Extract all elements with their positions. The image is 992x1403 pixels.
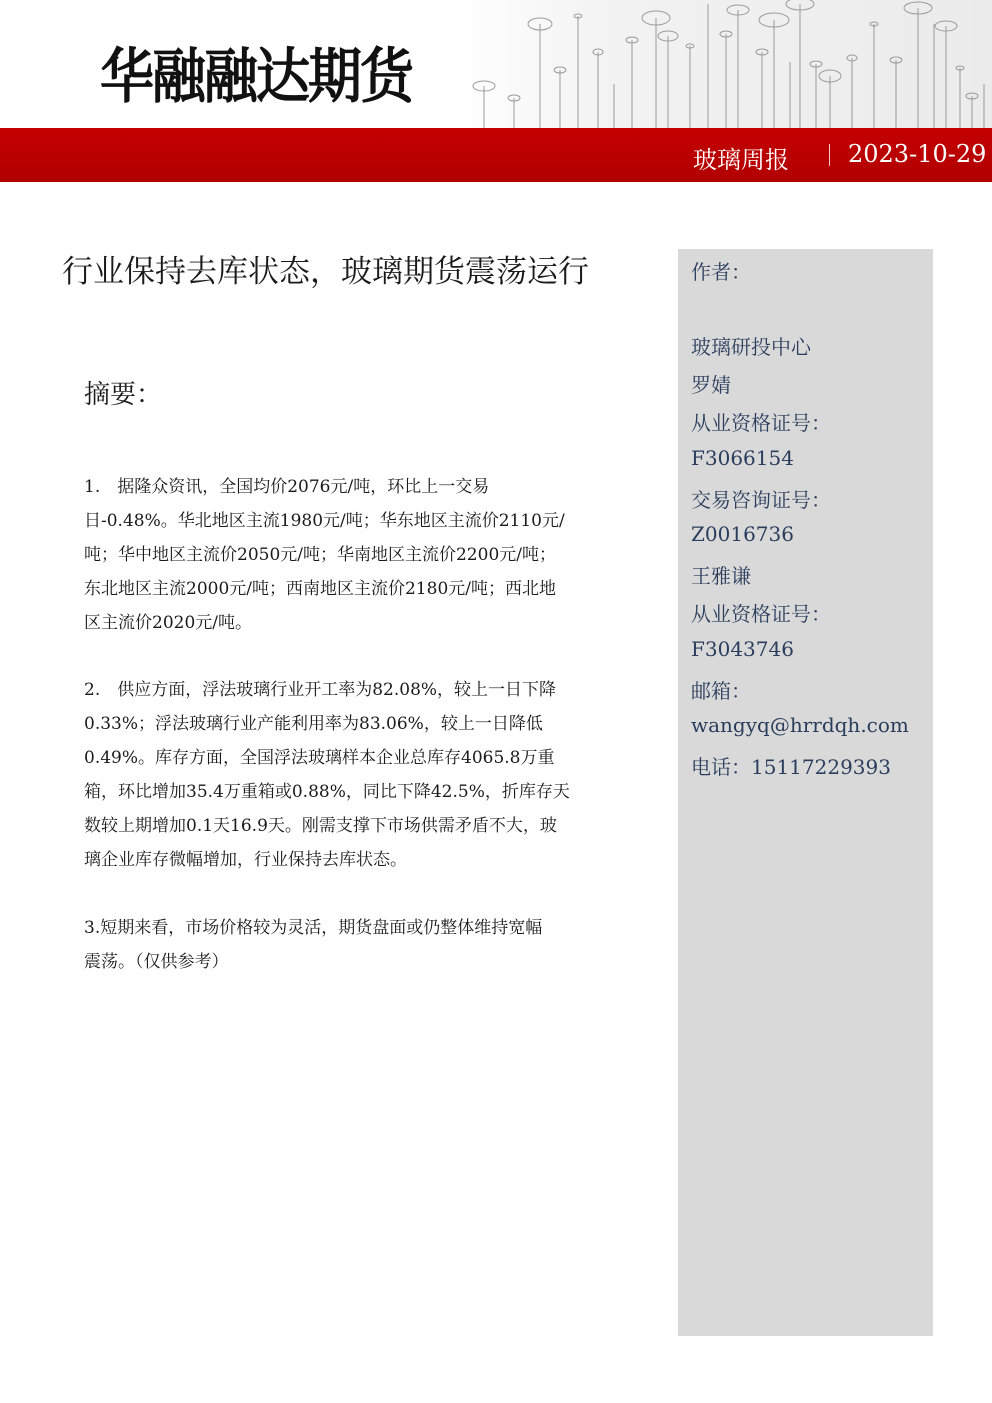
paragraph-line: 区主流价2020元/吨。 <box>84 613 252 633</box>
consulting-number: Z0016736 <box>691 522 794 546</box>
paragraph-line: 璃企业库存微幅增加，行业保持去库状态。 <box>84 850 407 870</box>
banner-divider <box>829 144 830 166</box>
qualification-number: F3066154 <box>691 446 794 470</box>
abstract-heading: 摘要： <box>84 380 163 410</box>
paragraph-line: 箱，环比增加35.4万重箱或0.88%，同比下降42.5%，折库存天 <box>84 782 570 802</box>
abstract-paragraph-2 <box>84 673 614 877</box>
abstract-paragraph-1 <box>84 470 614 640</box>
network-pattern-graphic <box>456 0 992 128</box>
email-label: 邮箱： <box>691 679 751 703</box>
paragraph-line: 1. 据隆众资讯，全国均价2076元/吨，环比上一交易 <box>84 477 490 497</box>
research-center: 玻璃研投中心 <box>691 335 811 359</box>
author-name: 罗婧 <box>691 373 731 397</box>
report-title: 行业保持去库状态，玻璃期货震荡运行 <box>62 254 589 290</box>
header-decoration <box>456 0 992 128</box>
email-address[interactable]: wangyq@hrrdqh.com <box>691 713 909 737</box>
phone-number: 电话：15117229393 <box>691 755 891 779</box>
authors-label: 作者： <box>691 260 751 284</box>
paragraph-line: 吨；华中地区主流价2050元/吨；华南地区主流价2200元/吨； <box>84 545 556 565</box>
company-logo: 华融融达期货 <box>100 42 412 112</box>
paragraph-line: 3.短期来看，市场价格较为灵活，期货盘面或仍整体维持宽幅 <box>84 918 543 938</box>
paragraph-line: 0.49%。库存方面，全国浮法玻璃样本企业总库存4065.8万重 <box>84 748 555 768</box>
paragraph-line: 数较上期增加0.1天16.9天。刚需支撑下市场供需矛盾不大，玻 <box>84 816 557 836</box>
author-name: 王雅谦 <box>691 564 751 588</box>
report-banner <box>0 128 992 182</box>
qualification-number: F3043746 <box>691 637 794 661</box>
paragraph-line: 日-0.48%。华北地区主流1980元/吨；华东地区主流价2110元/ <box>84 511 565 531</box>
paragraph-line: 2. 供应方面，浮法玻璃行业开工率为82.08%，较上一日下降 <box>84 680 557 700</box>
report-type: 玻璃周报 <box>693 146 789 174</box>
consulting-label: 交易咨询证号： <box>691 488 831 512</box>
paragraph-line: 0.33%；浮法玻璃行业产能利用率为83.06%，较上一日降低 <box>84 714 543 734</box>
paragraph-line: 东北地区主流2000元/吨；西南地区主流价2180元/吨；西北地 <box>84 579 556 599</box>
paragraph-line: 震荡。（仅供参考） <box>84 952 229 972</box>
report-date: 2023-10-29 <box>848 140 987 168</box>
qualification-label: 从业资格证号： <box>691 602 831 626</box>
abstract-paragraph-3 <box>84 911 614 979</box>
report-header <box>0 0 992 182</box>
qualification-label: 从业资格证号： <box>691 411 831 435</box>
